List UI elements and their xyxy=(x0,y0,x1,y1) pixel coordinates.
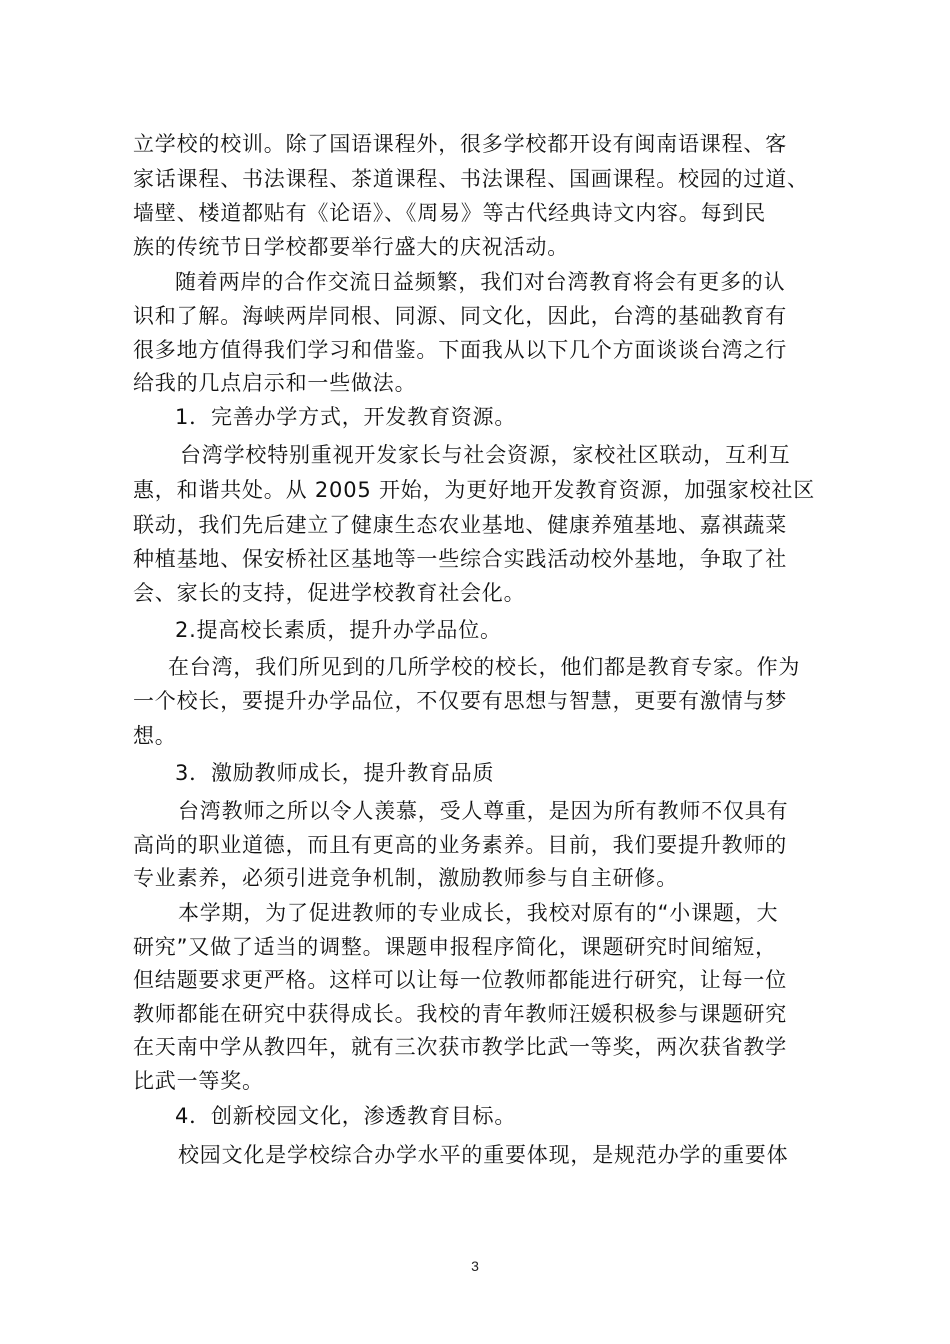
text-line: 但结题要求更严格。这样可以让每一位教师都能进行研究，让每一位 xyxy=(133,968,787,992)
text-line: 在台湾，我们所见到的几所学校的校长，他们都是教育专家。作为 xyxy=(168,655,801,679)
text-line: 种植基地、保安桥社区基地等一些综合实践活动校外基地，争取了社 xyxy=(133,547,787,571)
text-line: 惠，和谐共处。从 2005 开始，为更好地开发教育资源，加强家校社区 xyxy=(133,478,815,502)
text-line: 高尚的职业道德，而且有更高的业务素养。目前，我们要提升教师的 xyxy=(133,833,787,857)
section-heading-4: 4．创新校园文化，渗透教育目标。 xyxy=(175,1104,517,1128)
section-heading-2: 2.提高校长素质，提升办学品位。 xyxy=(175,618,502,642)
page-number: 3 xyxy=(471,1258,479,1274)
text-line: 家话课程、书法课程、茶道课程、书法课程、国画课程。校园的过道、 xyxy=(133,167,809,191)
text-line: 想。 xyxy=(133,724,177,748)
text-line: 比武一等奖。 xyxy=(133,1069,264,1093)
text-line: 族的传统节日学校都要举行盛大的庆祝活动。 xyxy=(133,235,569,259)
text-line: 本学期，为了促进教师的专业成长，我校对原有的“小课题，大 xyxy=(178,901,779,925)
section-heading-1: 1．完善办学方式，开发教育资源。 xyxy=(175,405,517,429)
text-line: 很多地方值得我们学习和借鉴。下面我从以下几个方面谈谈台湾之行 xyxy=(133,338,787,362)
section-heading-3: 3．激励教师成长，提升教育品质 xyxy=(175,761,495,785)
text-line: 专业素养，必须引进竞争机制，激励教师参与自主研修。 xyxy=(133,866,678,890)
text-line: 台湾学校特别重视开发家长与社会资源，家校社区联动，互利互 xyxy=(180,443,791,467)
text-line: 教师都能在研究中获得成长。我校的青年教师汪媛积极参与课题研究 xyxy=(133,1002,787,1026)
text-line: 联动，我们先后建立了健康生态农业基地、健康养殖基地、嘉祺蔬菜 xyxy=(133,513,787,537)
text-line: 台湾教师之所以令人羡慕，受人尊重，是因为所有教师不仅具有 xyxy=(178,799,789,823)
text-line: 在天南中学从教四年，就有三次获市教学比武一等奖，两次获省教学 xyxy=(133,1035,787,1059)
text-line: 墙壁、楼道都贴有《论语》、《周易》等古代经典诗文内容。每到民 xyxy=(133,201,766,225)
text-line: 研究”又做了适当的调整。课题申报程序简化，课题研究时间缩短， xyxy=(133,935,777,959)
text-line: 校园文化是学校综合办学水平的重要体现，是规范办学的重要体 xyxy=(178,1143,789,1167)
text-line: 立学校的校训。除了国语课程外，很多学校都开设有闽南语课程、客 xyxy=(133,132,787,156)
text-line: 随着两岸的合作交流日益频繁，我们对台湾教育将会有更多的认 xyxy=(175,270,786,294)
text-line: 一个校长，要提升办学品位，不仅要有思想与智慧，更要有激情与梦 xyxy=(133,689,787,713)
text-line: 会、家长的支持，促进学校教育社会化。 xyxy=(133,581,526,605)
text-line: 识和了解。海峡两岸同根、同源、同文化，因此，台湾的基础教育有 xyxy=(133,304,787,328)
text-line: 给我的几点启示和一些做法。 xyxy=(133,371,417,395)
